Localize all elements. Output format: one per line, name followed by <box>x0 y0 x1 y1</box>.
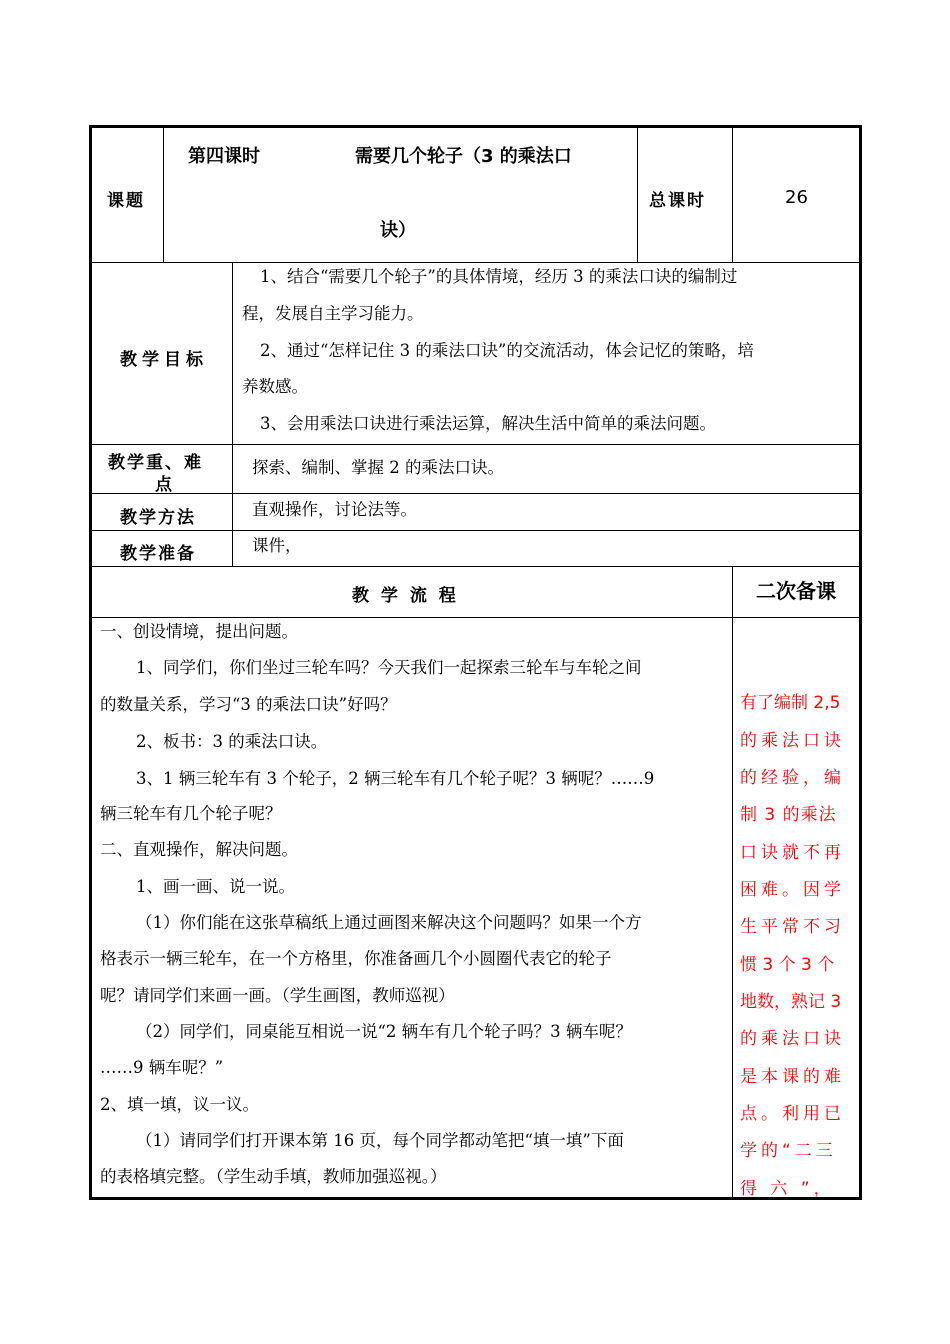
column-divider <box>232 262 233 566</box>
second-prep-label: 二次备课 <box>756 579 836 603</box>
column-divider <box>637 128 638 262</box>
process-line: 1、画一画、说一说。 <box>136 877 295 896</box>
row-divider <box>92 530 859 531</box>
process-line: （2）同学们，同桌能互相说一说“2 辆车有几个轮子吗？3 辆车呢？ <box>136 1022 632 1041</box>
objective-line: 养数感。 <box>242 377 308 396</box>
process-line: 2、填一填，议一议。 <box>100 1095 259 1114</box>
note-line: 的乘法口诀 <box>740 731 845 751</box>
note-line: 得 六 ”， <box>740 1179 835 1199</box>
process-line: 一、创设情境，提出问题。 <box>100 622 298 641</box>
preparation-label: 教学准备 <box>120 544 196 564</box>
objective-line: 2、通过“怎样记住 3 的乘法口诀”的交流活动，体会记忆的策略，培 <box>260 341 754 360</box>
row-divider <box>92 262 859 263</box>
process-line: 二、直观操作，解决问题。 <box>100 840 298 859</box>
process-line: 格表示一辆三轮车，在一个方格里，你准备画几个小圆圈代表它的轮子 <box>100 949 612 968</box>
process-line: ……9 辆车呢？” <box>100 1058 224 1077</box>
total-hours-value: 26 <box>785 187 808 208</box>
preparation-value: 课件， <box>252 536 302 555</box>
process-line: 1、同学们，你们坐过三轮车吗？今天我们一起探索三轮车与车轮之间 <box>136 658 642 677</box>
note-line: 制 3 的乘法 <box>740 805 837 825</box>
note-line: 困难。因学 <box>740 880 845 900</box>
note-line: 是本课的难 <box>740 1067 845 1087</box>
objective-line: 程，发展自主学习能力。 <box>242 304 424 323</box>
process-line: 辆三轮车有几个轮子呢？ <box>100 804 282 823</box>
row-divider <box>92 493 859 494</box>
row-divider <box>92 617 859 618</box>
key-points-label-cont: 点 <box>155 475 174 495</box>
note-line: 点。利用已 <box>740 1104 845 1124</box>
note-line: 口诀就不再 <box>740 843 845 863</box>
row-divider <box>92 566 859 567</box>
key-points-label: 教学重、难 <box>108 453 203 473</box>
column-divider <box>732 566 733 1197</box>
note-line: 惯 3 个 3 个 <box>740 955 835 975</box>
note-line: 有了编制 2,5 <box>740 693 841 713</box>
process-line: 3、1 辆三轮车有 3 个轮子，2 辆三轮车有几个轮子呢？3 辆呢？……9 <box>136 769 655 788</box>
process-line: 呢？请同学们来画一画。（学生画图，教师巡视） <box>100 986 455 1005</box>
note-line: 生平常不习 <box>740 917 845 937</box>
process-line: （1）你们能在这张草稿纸上通过画图来解决这个问题吗？如果一个方 <box>136 913 642 932</box>
row-divider <box>92 444 859 445</box>
process-label: 教 学 流 程 <box>352 586 459 606</box>
total-hours-label: 总课时 <box>649 191 706 211</box>
lesson-title-line2: 诀） <box>380 220 416 241</box>
note-line: 地数，熟记 3 <box>740 992 842 1012</box>
note-line: 的经验，编 <box>740 768 845 788</box>
process-line: （1）请同学们打开课本第 16 页，每个同学都动笔把“填一填”下面 <box>136 1131 624 1150</box>
lesson-title-line1: 需要几个轮子（3 的乘法口 <box>355 146 572 167</box>
process-line: 的表格填完整。（学生动手填，教师加强巡视。） <box>100 1167 447 1186</box>
lesson-number: 第四课时 <box>188 146 260 167</box>
method-label: 教学方法 <box>120 508 196 528</box>
subject-label: 课题 <box>107 191 145 211</box>
column-divider <box>732 128 733 262</box>
objective-line: 3、会用乘法口诀进行乘法运算，解决生活中简单的乘法问题。 <box>260 414 716 433</box>
key-points-value: 探索、编制、掌握 2 的乘法口诀。 <box>252 458 504 477</box>
note-line: 的乘法口诀 <box>740 1029 845 1049</box>
objective-line: 1、结合“需要几个轮子”的具体情境，经历 3 的乘法口诀的编制过 <box>260 267 738 286</box>
note-line: 学的“二三 <box>740 1141 837 1161</box>
column-divider <box>163 128 164 262</box>
method-value: 直观操作，讨论法等。 <box>252 500 417 519</box>
process-line: 的数量关系，学习“3 的乘法口诀”好吗？ <box>100 695 397 714</box>
process-line: 2、板书：3 的乘法口诀。 <box>136 732 328 751</box>
objectives-label: 教学目标 <box>120 350 208 370</box>
